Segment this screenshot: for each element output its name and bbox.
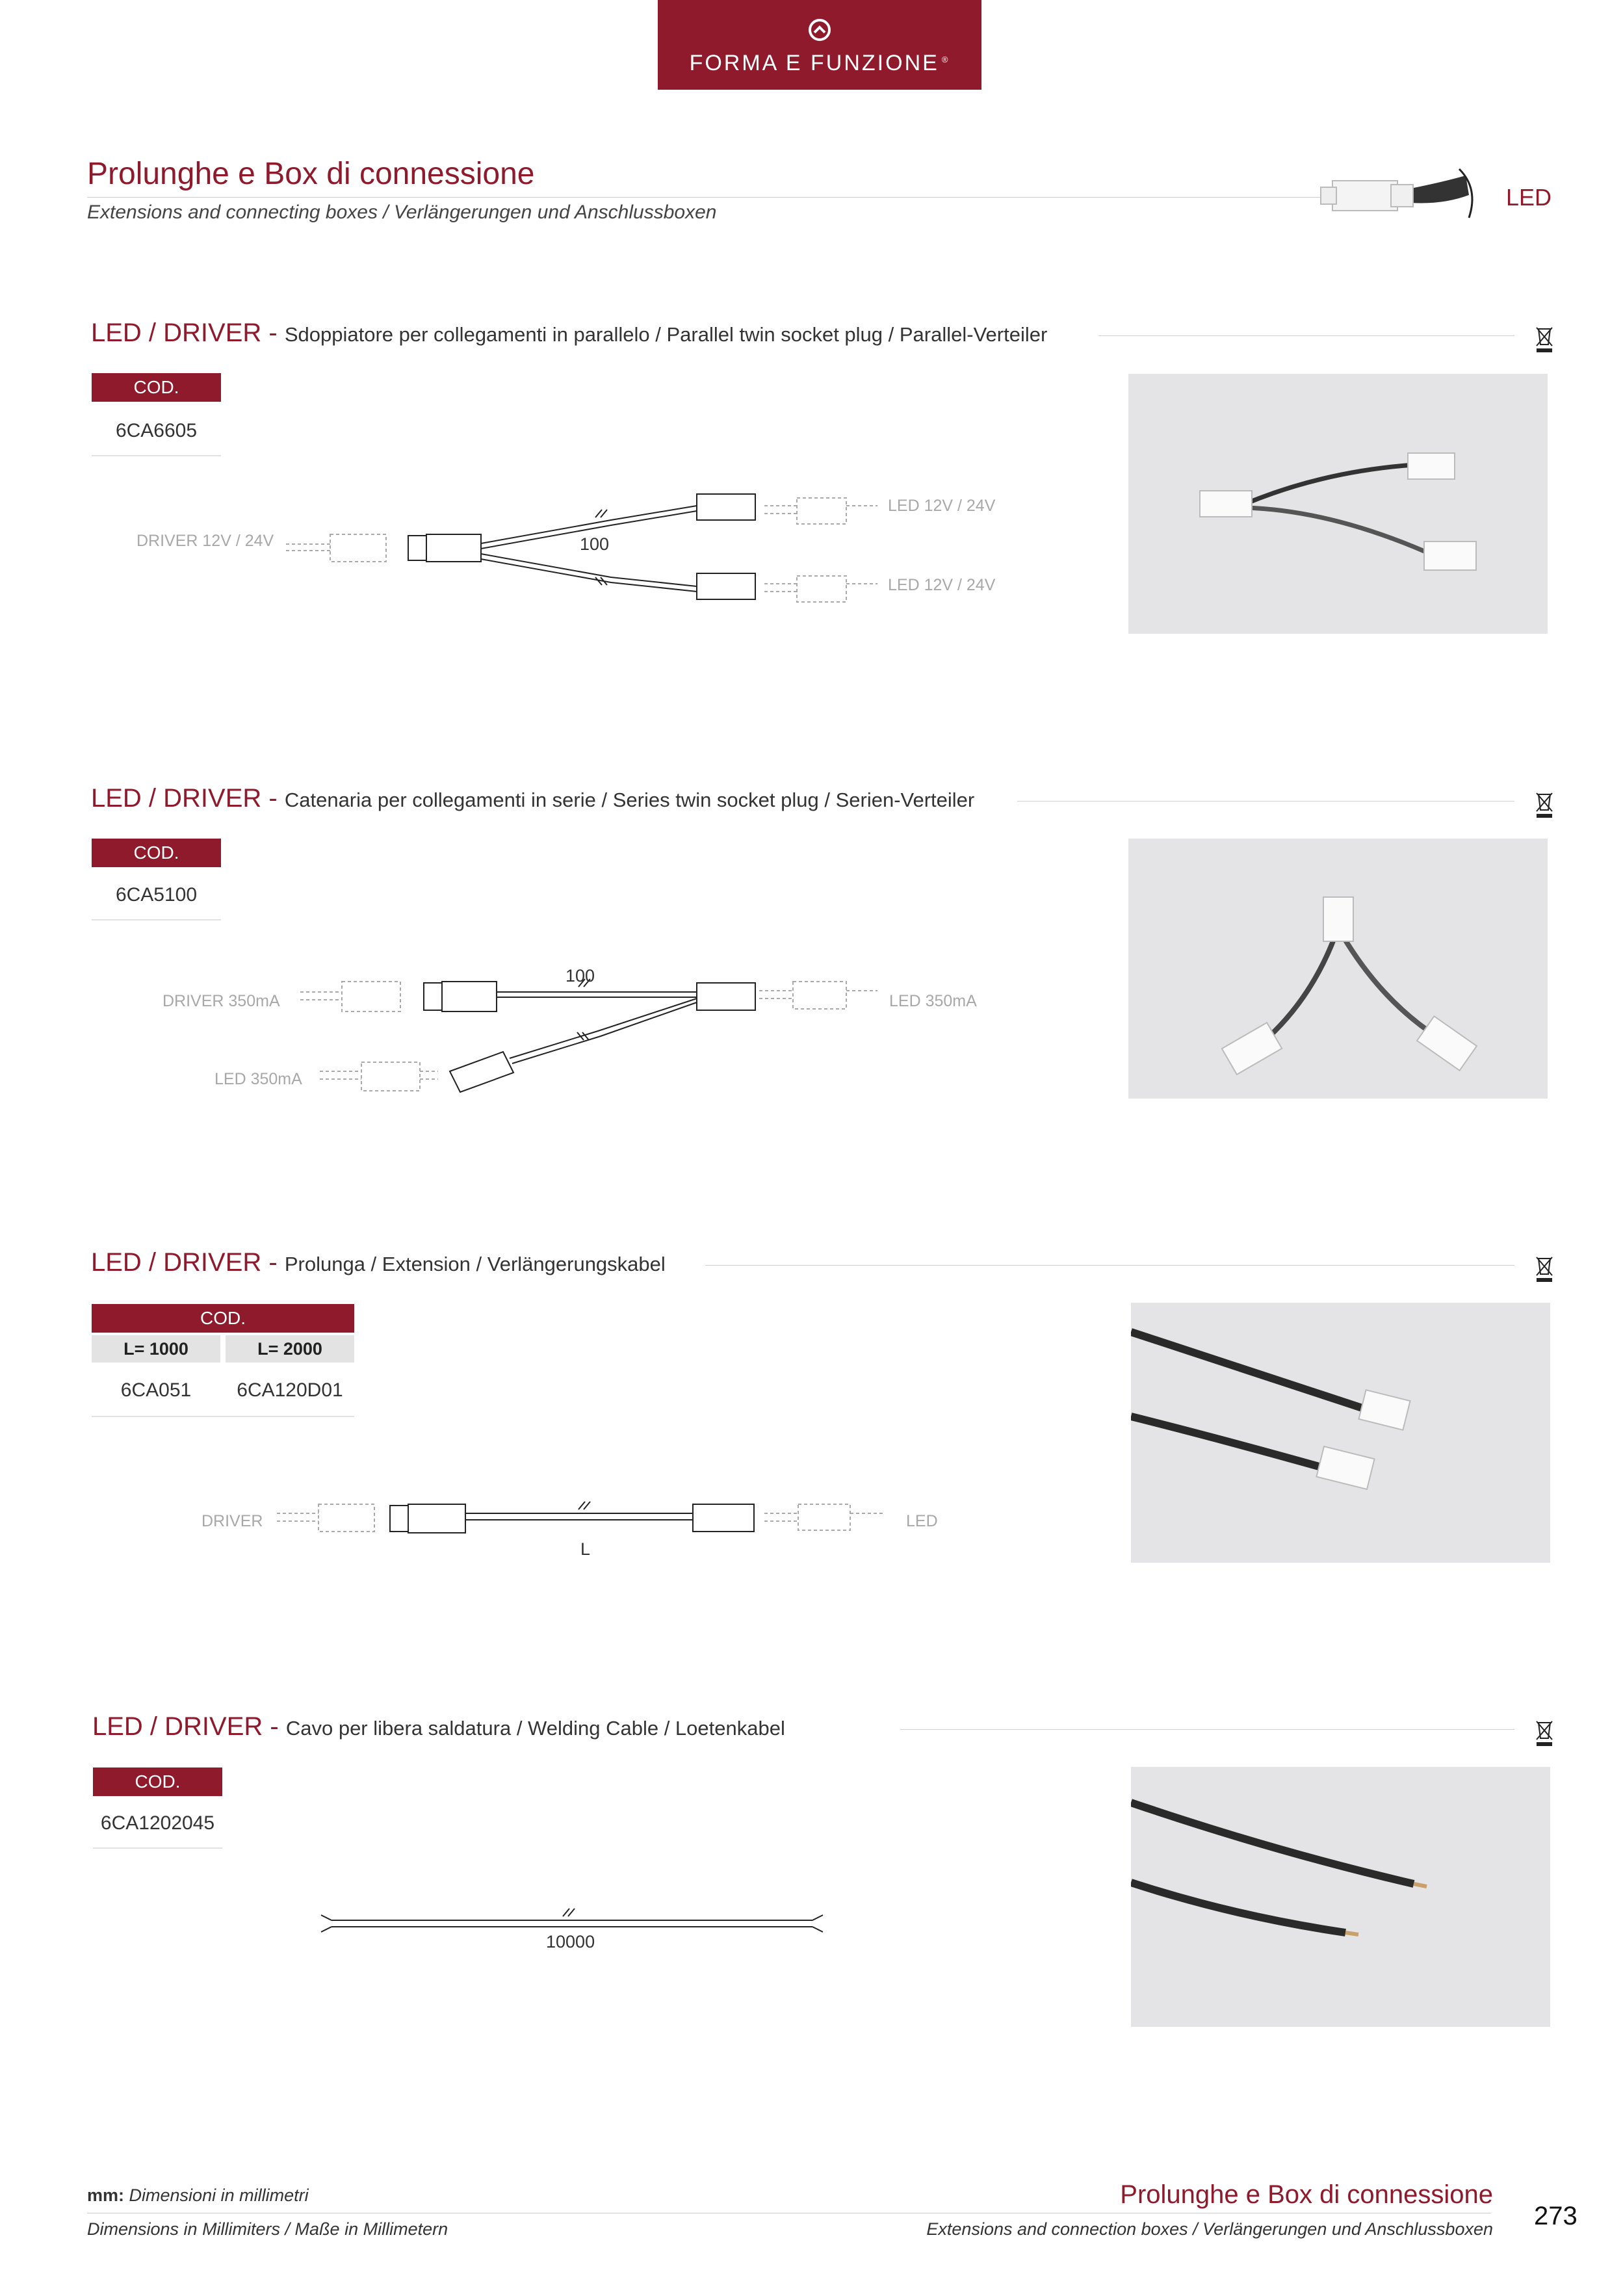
extension-cable-photo xyxy=(1131,1303,1550,1563)
section-divider xyxy=(900,1729,1514,1730)
diagram-source-label: DRIVER 12V / 24V xyxy=(136,532,274,550)
diagram-dimension: L xyxy=(580,1539,591,1559)
page-number: 273 xyxy=(1534,2202,1578,2230)
diagram-output-label: LED 12V / 24V xyxy=(888,576,996,594)
section-1-heading: LED / DRIVER - Sdoppiatore per collegamenti in parallelo / Parallel twin socket plug / Parallel-Verteiler xyxy=(91,319,1048,347)
footer-title: Prolunghe e Box di connessione xyxy=(1120,2180,1493,2209)
section-3-heading: LED / DRIVER - Prolunga / Extension / Verlängerungskabel xyxy=(91,1248,666,1277)
product-code: 6CA6605 xyxy=(115,420,198,441)
product-code: 6CA120D01 xyxy=(237,1379,343,1401)
welding-cable-photo xyxy=(1131,1767,1550,2027)
diagram-output-label: LED xyxy=(906,1512,938,1530)
diagram-output-label: LED 12V / 24V xyxy=(888,497,996,515)
product-code: 6CA5100 xyxy=(115,884,198,906)
section-4-heading: LED / DRIVER - Cavo per libera saldatura / Welding Cable / Loetenkabel xyxy=(92,1712,785,1741)
logo-icon xyxy=(807,17,833,43)
product-photo xyxy=(1131,1767,1550,2027)
code-divider xyxy=(92,919,221,920)
diagram-source-label: DRIVER xyxy=(201,1512,263,1530)
brand-block xyxy=(658,0,981,90)
section-divider xyxy=(1017,801,1514,802)
connector-thumbnail xyxy=(1313,156,1482,228)
product-code: 6CA1202045 xyxy=(100,1812,215,1834)
cod-badge: COD. xyxy=(92,373,221,402)
category-tag: LED xyxy=(1506,184,1552,211)
footer-units-translation: Dimensions in Millimiters / Maße in Millimetern xyxy=(87,2219,448,2239)
page-title: Prolunghe e Box di connessione xyxy=(87,157,535,191)
section-2-heading: LED / DRIVER - Catenaria per collegamenti in serie / Series twin socket plug / Serien-Verteiler xyxy=(91,784,975,813)
cod-badge: COD. xyxy=(93,1768,222,1796)
product-code: 6CA051 xyxy=(120,1379,192,1401)
code-divider xyxy=(93,1847,222,1849)
diagram-source-label: DRIVER 350mA xyxy=(162,992,280,1010)
product-photo xyxy=(1131,1303,1550,1563)
cod-badge: COD. xyxy=(92,1304,354,1333)
code-divider xyxy=(92,455,221,456)
footer-subtitle: Extensions and connection boxes / Verlängerungen und Anschlussboxen xyxy=(926,2219,1493,2239)
weee-bin-icon xyxy=(1533,1716,1556,1747)
title-divider xyxy=(87,197,1322,198)
length-column-header: L= 2000 xyxy=(226,1335,354,1363)
brand-name: FORMA E FUNZIONE ® xyxy=(689,51,950,75)
page-subtitle: Extensions and connecting boxes / Verlängerungen und Anschlussboxen xyxy=(87,202,717,223)
diagram-dimension: 100 xyxy=(580,534,610,554)
code-divider xyxy=(92,1416,354,1417)
diagram-dimension: 10000 xyxy=(546,1932,595,1951)
section-divider xyxy=(1098,335,1514,336)
weee-bin-icon xyxy=(1533,322,1556,354)
series-splitter-photo xyxy=(1128,839,1548,1099)
weee-bin-icon xyxy=(1533,1252,1556,1283)
weee-bin-icon xyxy=(1533,788,1556,819)
product-photo xyxy=(1128,374,1548,634)
section-divider xyxy=(705,1265,1514,1266)
diagram-output-label: LED 350mA xyxy=(889,992,977,1010)
diagram-output-label: LED 350mA xyxy=(214,1070,302,1088)
diagram-dimension: 100 xyxy=(565,966,595,985)
length-column-header: L= 1000 xyxy=(92,1335,220,1363)
parallel-splitter-photo xyxy=(1128,374,1548,634)
product-photo xyxy=(1128,839,1548,1099)
cod-badge: COD. xyxy=(92,839,221,867)
footer-units-note: mm: Dimensioni in millimetri xyxy=(87,2185,309,2205)
